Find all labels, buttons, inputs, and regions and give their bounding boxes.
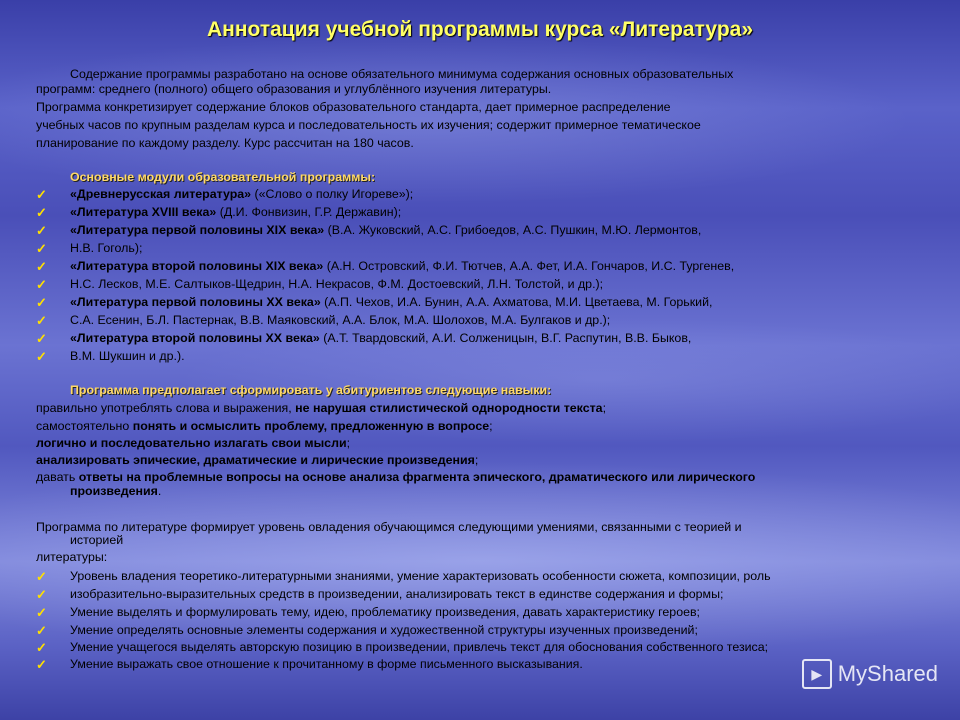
module-item-7: [70, 295, 712, 310]
skill-item-4: [36, 453, 478, 468]
module-title: «Литература первой половины XIX века»: [70, 223, 325, 237]
theory-item-3: Умение выделять и формулировать тему, идею, проблематику произведения, давать характеристику героев;: [70, 605, 700, 619]
theory-item-2: изобразительно-выразительных средств в произведении, анализировать текст в единстве содержания и формы;: [70, 587, 724, 601]
check-icon: ✓: [36, 623, 47, 638]
module-item-2: [70, 205, 401, 220]
check-icon: ✓: [36, 657, 47, 672]
module-authors: С.А. Есенин, Б.Л. Пастернак, В.В. Маяковский, А.А. Блок, М.А. Шолохов, М.А. Булгаков и др.);: [70, 313, 611, 327]
theory-item-6: Умение выражать свое отношение к прочитанному в форме письменного высказывания.: [70, 657, 583, 671]
module-authors: (В.А. Жуковский, А.С. Грибоедов, А.С. Пушкин, М.Ю. Лермонтов,: [324, 223, 702, 237]
check-icon: ✓: [36, 223, 47, 238]
check-icon: ✓: [36, 187, 47, 202]
module-authors: («Слово о полку Игореве»);: [251, 187, 414, 201]
check-icon: ✓: [36, 313, 47, 328]
module-authors: (Д.И. Фонвизин, Г.Р. Державин);: [216, 205, 402, 219]
skill-punct: ;: [346, 436, 351, 450]
skill-text: давать: [36, 470, 79, 484]
skill-item-3: [36, 436, 350, 451]
check-icon: ✓: [36, 295, 47, 310]
check-icon: ✓: [36, 241, 47, 256]
theory-item-4: Умение определять основные элементы содержания и художественной структуры изученных произведений;: [70, 623, 698, 637]
module-title: «Древнерусская литература»: [70, 187, 252, 201]
theory-line-3: литературы:: [36, 550, 108, 564]
check-icon: ✓: [36, 569, 47, 584]
check-icon: ✓: [36, 640, 47, 655]
module-item-5: [70, 259, 734, 274]
module-authors: (А.П. Чехов, И.А. Бунин, А.А. Ахматова, М.И. Цветаева, М. Горький,: [320, 295, 713, 309]
watermark-logo: [802, 660, 938, 688]
module-item-8: [70, 313, 610, 328]
module-title: «Литература первой половины XX века»: [70, 295, 321, 309]
module-authors: Н.В. Гоголь);: [70, 241, 143, 255]
module-authors: Н.С. Лесков, М.Е. Салтыков-Щедрин, Н.А. Некрасов, Ф.М. Достоевский, Л.Н. Толстой, и др.);: [70, 277, 604, 291]
module-authors: (А.Н. Островский, Ф.И. Тютчев, А.А. Фет, И.А. Гончаров, И.С. Тургенев,: [323, 259, 735, 273]
skill-text: самостоятельно: [36, 419, 133, 433]
intro-line-5: планирование по каждому разделу. Курс рассчитан на 180 часов.: [36, 136, 414, 150]
module-item-10: [70, 349, 185, 364]
check-icon: ✓: [36, 349, 47, 364]
module-item-1: [70, 187, 413, 202]
skill-punct: ;: [474, 453, 479, 467]
slide-title: Аннотация учебной программы курса «Литература»: [206, 18, 754, 41]
intro-line-2: программ: среднего (полного) общего образования и углублённого изучения литературы.: [36, 82, 552, 96]
check-icon: ✓: [36, 259, 47, 274]
module-item-9: [70, 331, 691, 346]
module-authors: (А.Т. Твардовский, А.И. Солженицын, В.Г. Распутин, В.В. Быков,: [319, 331, 692, 345]
module-item-3: [70, 223, 701, 238]
play-icon: ▶: [802, 659, 832, 689]
skill-item-1: [36, 401, 606, 416]
skill-item-5-cont: [70, 484, 161, 499]
check-icon: ✓: [36, 205, 47, 220]
module-title: «Литература XVIII века»: [70, 205, 217, 219]
intro-line-1: Содержание программы разработано на основе обязательного минимума содержания основных образовательных: [70, 67, 734, 81]
check-icon: ✓: [36, 331, 47, 346]
skill-emphasis: понять и осмыслить проблему, предложенную в вопросе: [132, 419, 490, 433]
intro-line-4: учебных часов по крупным разделам курса и последовательность их изучения; содержит примерное тематическое: [36, 118, 701, 132]
skill-punct: ;: [489, 419, 493, 433]
skill-text: правильно употреблять слова и выражения,: [36, 401, 296, 415]
skill-emphasis: анализировать эпические, драматические и лирические произведения: [36, 453, 475, 467]
theory-line-1: Программа по литературе формирует уровень овладения обучающимся следующими умениями, связанными с теорией и: [36, 520, 742, 534]
skill-emphasis: ответы на проблемные вопросы на основе анализа фрагмента эпического, драматического или лирического: [78, 470, 756, 484]
module-item-6: [70, 277, 603, 292]
skill-punct: ;: [602, 401, 607, 415]
watermark-text: MyShared: [837, 661, 938, 686]
module-item-4: [70, 241, 142, 256]
skill-emphasis: произведения: [70, 484, 158, 498]
module-title: «Литература второй половины XX века»: [70, 331, 320, 345]
modules-heading: Основные модули образовательной программы:: [70, 170, 376, 184]
skill-item-5: [36, 470, 755, 485]
skill-emphasis: не нарушая стилистической однородности текста: [295, 401, 603, 415]
skill-punct: .: [157, 484, 162, 498]
skill-emphasis: логично и последовательно излагать свои мысли: [36, 436, 347, 450]
module-title: «Литература второй половины XIX века»: [70, 259, 324, 273]
theory-item-1: Уровень владения теоретико-литературными знаниями, умение характеризовать особенности сюжета, композиции, роль: [70, 569, 771, 583]
check-icon: ✓: [36, 587, 47, 602]
theory-line-2: историей: [70, 533, 124, 547]
check-icon: ✓: [36, 605, 47, 620]
skills-heading: Программа предполагает сформировать у абитуриентов следующие навыки:: [70, 383, 552, 397]
module-authors: В.М. Шукшин и др.).: [70, 349, 185, 363]
theory-item-5: Умение учащегося выделять авторскую позицию в произведении, привлечь текст для обоснования собственного тезиса;: [70, 640, 769, 654]
check-icon: ✓: [36, 277, 47, 292]
skill-item-2: [36, 419, 493, 434]
intro-line-3: Программа конкретизирует содержание блоков образовательного стандарта, дает примерное распределение: [36, 100, 671, 114]
